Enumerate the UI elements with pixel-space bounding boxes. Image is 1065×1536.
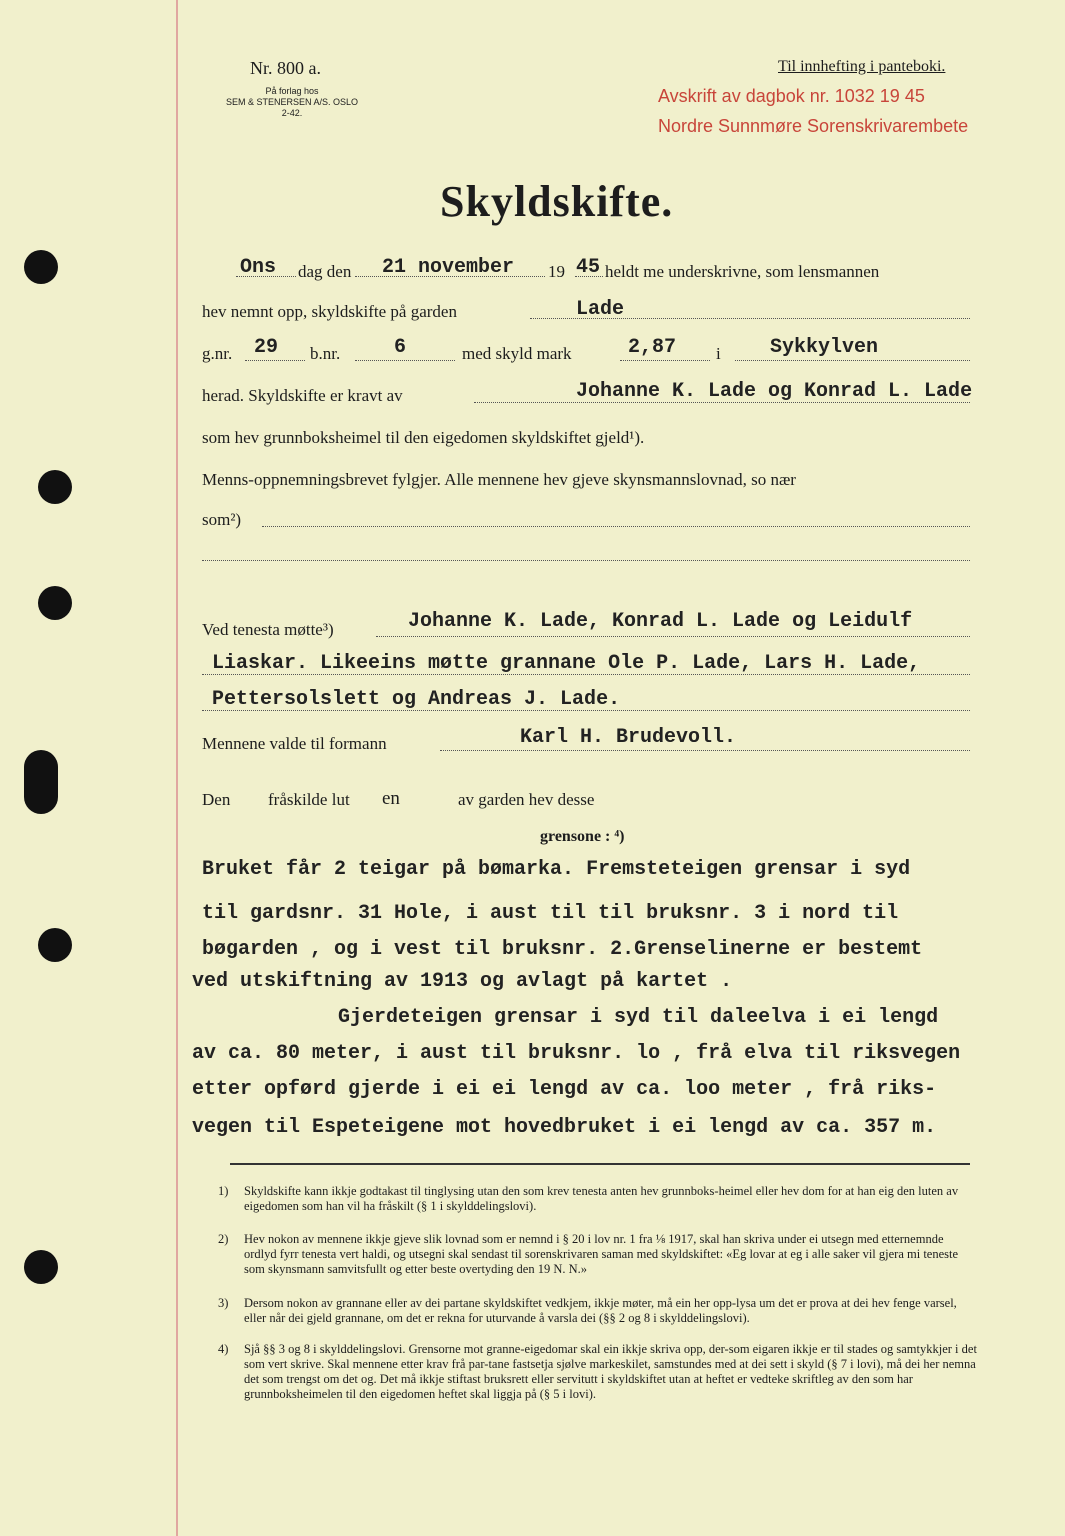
footnote-text: Hev nokon av mennene ikkje gjeve slik lovnad som er nemnd i § 20 i lov nr. 1 fra ⅛ 1917, skal han skriva under ei utsegn med etternemnde ordlyd fyrr tenesta vert haldi, og utsegni skal sendast til sorenskrivaren saman med skyldskiftet: «Eg lovar at eg i alle saker vil gjera mi teneste som skynsmann samvitsfullt og etter beste overtyding den 19 N. N.» [244,1232,959,1276]
label: 19 [548,262,565,281]
boundary-line: av ca. 80 meter, i aust til bruksnr. lo , frå elva til riksvegen [192,1042,961,1065]
formann-value: Karl H. Brudevoll. [520,726,737,749]
text-line: som hev grunnboksheimel til den eigedomen skyldskiftet gjeld¹). [202,428,645,447]
footnote-separator [230,1163,970,1165]
boundary-line: til gardsnr. 31 Hole, i aust til til bruksnr. 3 i nord til [202,902,899,925]
printer-line: SEM & STENERSEN A/S. OSLO [225,97,359,107]
boundary-line: bøgarden , og i vest til bruksnr. 2.Grenselinerne er bestemt [202,938,923,961]
footnote-text: Dersom nokon av grannane eller av dei partane skyldskiftet vedkjem, ikkje møter, må ein her opp-lysa um det er prova at dei hev fenge varsel, eller når dei gjeld grannane, om det er rekna for uturvande å varsla dei (§§ 2 og 8 i skylddelingslovi). [244,1296,957,1325]
label: heldt me underskrivne, som lensmannen [605,262,880,281]
punch-hole [24,750,58,814]
footnote-text: Sjå §§ 3 og 8 i skylddelingslovi. Grensorne mot granne-eigedomar skal ein ikkje skriva opp, der-som eigaren ikkje er til stades og samtykkjer i det som vert skrive. Skal mennene etter krav frå par-tane fastsetja sjølve markeskilet, samstundes med at dei sett i skyld (§ 7 i lovi), må dei her nemna det som trengst om det og. Det må ikkje stiftast bruksrett eller servitutt i skyldskiftet utan at heftet er vedteke skriftleg av den som har grunnboksheimelen til den eigedomen heftet skal liggja på (§ 5 i lovi). [244,1342,977,1401]
footnote [218,1342,978,1434]
municipality-value: Sykkylven [770,336,879,359]
footnote [218,1296,978,1342]
footnote-number: 1) [218,1184,229,1198]
boundary-line: etter opførd gjerde i ei ei lengd av ca. loo meter , frå riks- [192,1078,937,1101]
label: i [716,344,721,363]
footnote-text: Skyldskifte kann ikkje godtakast til tinglysing utan den som krev tenesta anten hev grunnboks-heimel eller hev dom for at han eig den luten av eigedomen som han vil ha fråskilt (§ 1 i skylddelingslovi). [244,1184,959,1213]
gnr-value: 29 [254,336,279,359]
attended-line: Pettersolslett og Andreas J. Lade. [212,688,621,711]
footnote [218,1232,978,1294]
document-title: Skyldskifte. [440,177,674,226]
label: grensone : ⁴) [540,828,625,845]
punch-hole [38,928,72,962]
label: dag den [298,262,352,281]
margin-line [176,0,178,1536]
boundary-line: ved utskiftning av 1913 og avlagt på kartet . [192,970,733,993]
label: g.nr. [202,344,233,363]
label: b.nr. [310,344,341,363]
weekday-value: Ons [240,256,277,279]
label: herad. Skyldskifte er kravt av [202,386,403,405]
label: Ved tenesta møtte³) [202,620,334,639]
year-value: 45 [576,256,601,279]
binding-note: Til innhefting i panteboki. [778,58,946,75]
footnote [218,1184,978,1232]
date-value: 21 november [382,256,515,279]
printer-line: På forlag hos [265,86,319,96]
label: av garden hev desse [458,790,595,809]
label: som²) [202,510,242,529]
label: Mennene valde til formann [202,734,387,753]
lut-value: en [382,788,400,809]
footnote-number: 2) [218,1232,229,1246]
boundary-line: vegen til Espeteigene mot hovedbruket i ei lengd av ca. 357 m. [192,1116,937,1139]
attended-line: Liaskar. Likeeins møtte grannane Ole P. Lade, Lars H. Lade, [212,652,921,675]
farm-value: Lade [576,298,625,321]
punch-hole [24,250,58,284]
footnote-number: 3) [218,1296,229,1310]
boundary-line: Gjerdeteigen grensar i syd til daleelva i ei lengd [338,1006,939,1029]
punch-hole [38,470,72,504]
bnr-value: 6 [394,336,407,359]
requested-by-value: Johanne K. Lade og Konrad L. Lade [576,380,973,403]
punch-hole [24,1250,58,1284]
printer-imprint [212,86,372,119]
form-number: Nr. 800 a. [250,58,321,78]
text-line: Menns-oppnemningsbrevet fylgjer. Alle mennene hev gjeve skynsmannslovnad, so nær [202,470,796,489]
punch-hole [38,586,72,620]
printer-line: 2-42. [281,108,303,118]
office-stamp: Nordre Sunnmøre Sorenskrivarembete [658,116,969,136]
register-stamp: Avskrift av dagbok nr. 1032 19 45 [658,86,925,106]
attended-line: Johanne K. Lade, Konrad L. Lade og Leidulf [408,610,913,633]
skyld-value: 2,87 [628,336,677,359]
label: Den [202,790,231,809]
footnote-number: 4) [218,1342,229,1356]
label: hev nemnt opp, skyldskifte på garden [202,302,457,321]
boundary-line: Bruket får 2 teigar på bømarka. Fremsteteigen grensar i syd [202,858,911,881]
label: med skyld mark [462,344,572,363]
label: fråskilde lut [268,790,350,809]
